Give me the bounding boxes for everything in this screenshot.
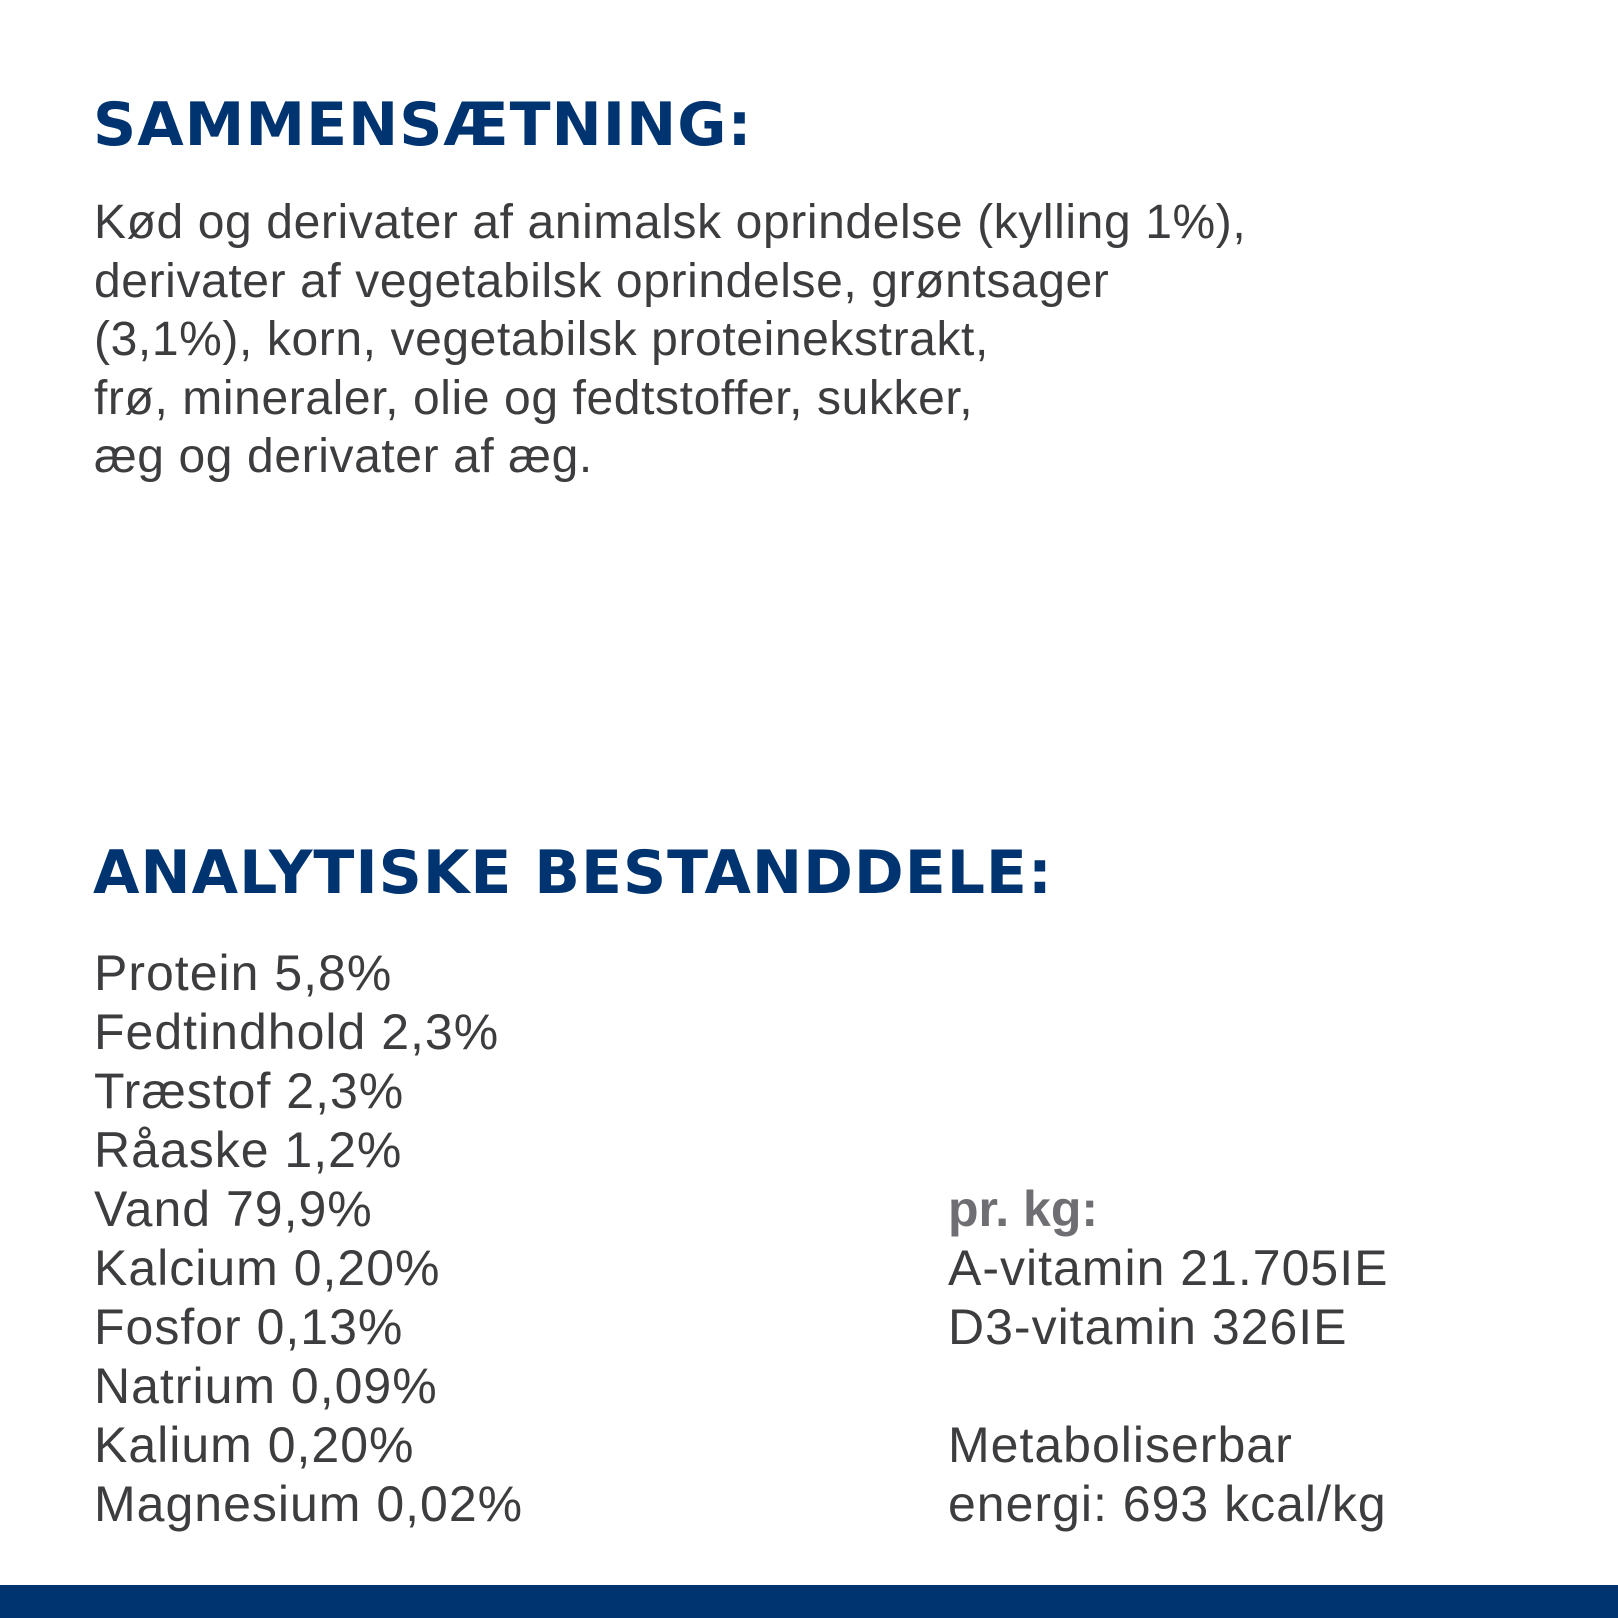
analytics-item-ash: Råaske 1,2% — [94, 1122, 403, 1178]
composition-line: Kød og derivater af animalsk oprindelse (kylling 1%), — [94, 196, 1247, 249]
analytics-item-phosphorus: Fosfor 0,13% — [94, 1299, 404, 1355]
analytics-list — [94, 944, 523, 1534]
per-kg-label: pr. kg: — [948, 1181, 1099, 1237]
composition-line: derivater af vegetabilsk oprindelse, grøntsager — [94, 254, 1110, 308]
analytics-item-fiber: Træstof 2,3% — [94, 1063, 405, 1119]
composition-line: frø, mineraler, olie og fedtstoffer, sukker, — [94, 371, 974, 425]
spacer — [948, 1357, 1388, 1416]
analytics-item-magnesium: Magnesium 0,02% — [94, 1476, 524, 1532]
analytics-item-calcium: Kalcium 0,20% — [94, 1240, 441, 1296]
footer-bar — [0, 1585, 1618, 1618]
analytics-heading: ANALYTISKE BESTANDDELE: — [93, 838, 1053, 908]
vitamin-a: A-vitamin 21.705IE — [948, 1240, 1389, 1296]
analytics-item-potassium: Kalium 0,20% — [94, 1417, 415, 1473]
analytics-item-protein: Protein 5,8% — [94, 945, 393, 1001]
analytics-item-sodium: Natrium 0,09% — [94, 1358, 438, 1414]
composition-line: æg og derivater af æg. — [94, 430, 593, 483]
per-kg-section — [948, 1180, 1388, 1534]
energy-value: energi: 693 kcal/kg — [948, 1476, 1387, 1532]
composition-line: (3,1%), korn, vegetabilsk proteinekstrakt, — [94, 313, 989, 366]
composition-text — [94, 194, 1614, 487]
composition-heading: SAMMENSÆTNING: — [93, 90, 753, 160]
analytics-item-fat: Fedtindhold 2,3% — [94, 1004, 500, 1060]
vitamin-d3: D3-vitamin 326IE — [948, 1299, 1348, 1355]
analytics-item-water: Vand 79,9% — [94, 1181, 373, 1237]
energy-label: Metaboliserbar — [948, 1417, 1293, 1473]
